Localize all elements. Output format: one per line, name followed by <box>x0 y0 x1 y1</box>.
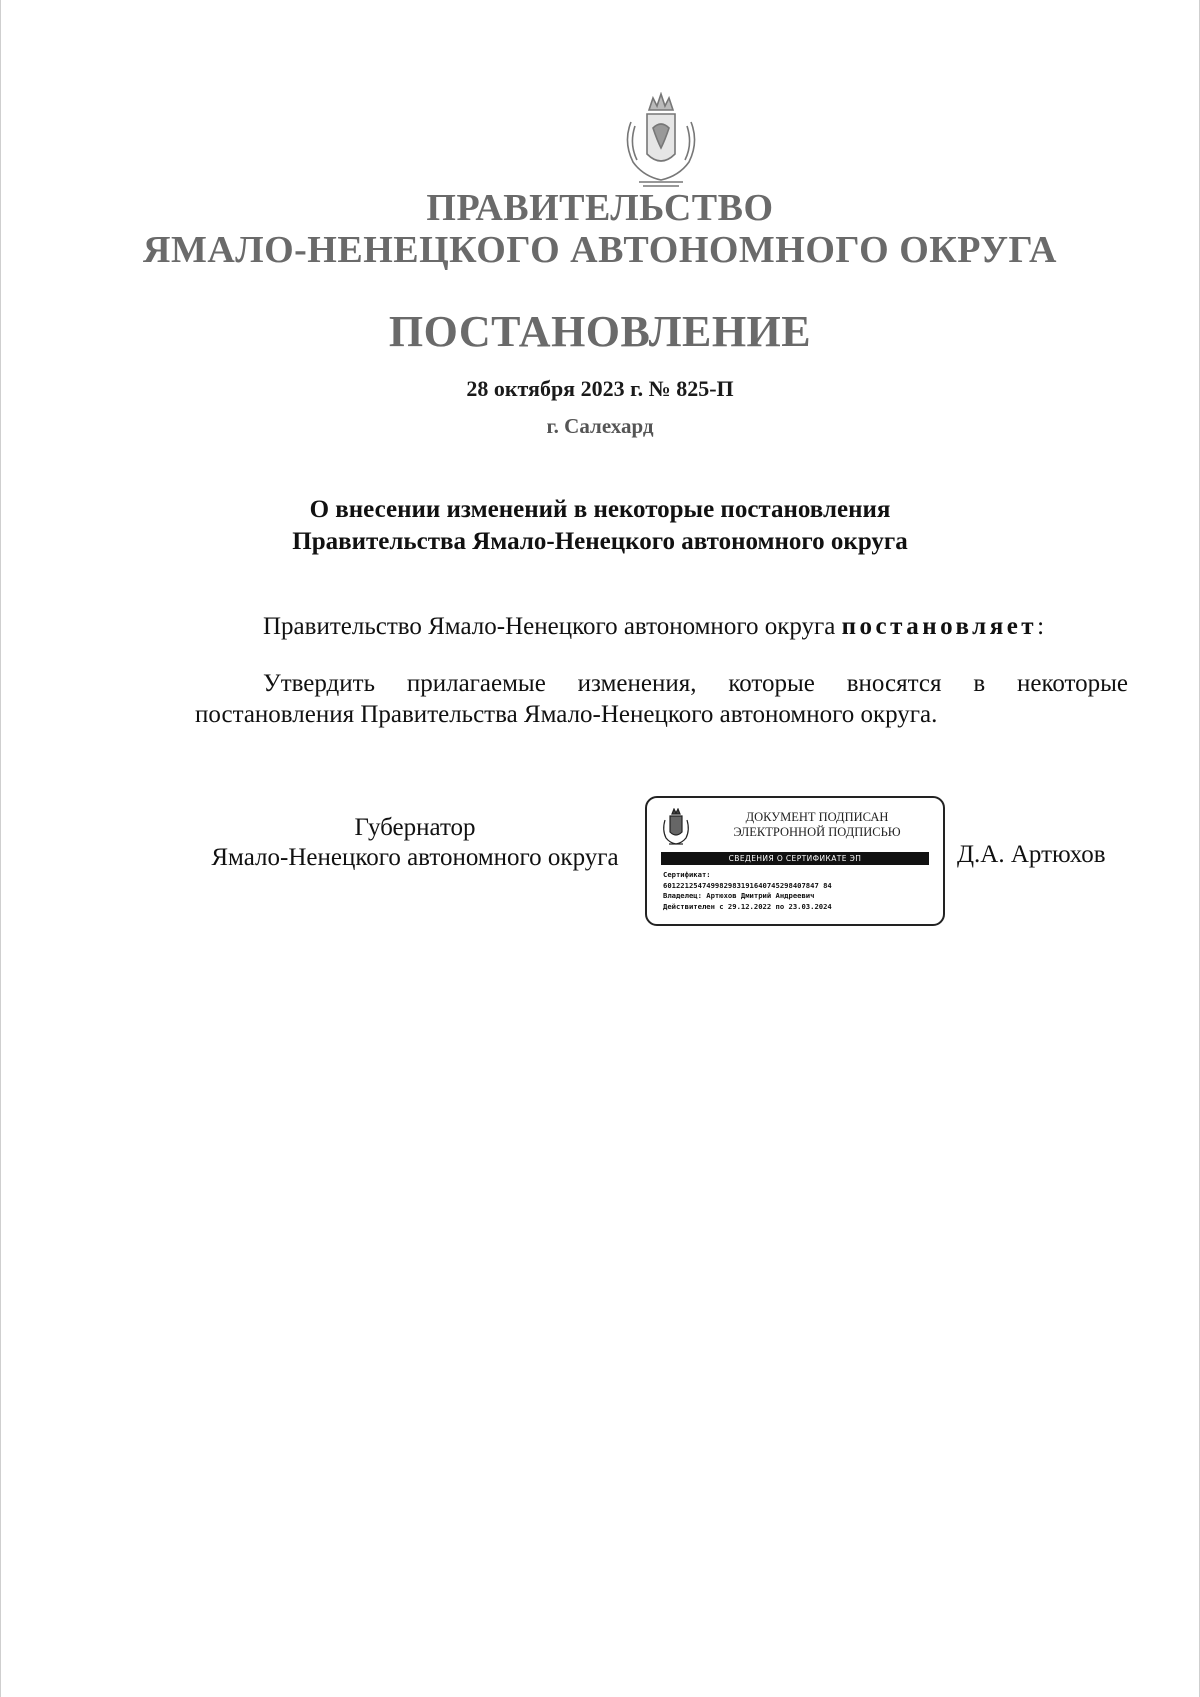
signatory-title <box>190 813 640 873</box>
document-city: г. Салехард <box>546 414 654 438</box>
signatory-name: Д.А. Артюхов <box>957 841 1106 868</box>
resolution-colon: : <box>1037 613 1045 640</box>
stamp-cert-label: Сертификат: <box>663 870 711 879</box>
signatory-title-line2: Ямало-Ненецкого автономного округа <box>211 844 619 871</box>
resolution-paragraph <box>195 611 1128 642</box>
stamp-cert-number: 601221254749982983191640745298407847 84 <box>663 880 832 890</box>
stamp-validity: Действителен с 29.12.2022 по 23.03.2024 <box>663 901 832 911</box>
stamp-heading-line2: ЭЛЕКТРОННОЙ ПОДПИСЬЮ <box>733 825 901 839</box>
subject-line1: О внесении изменений в некоторые постановления <box>309 496 891 523</box>
stamp-certificate-info <box>663 870 943 912</box>
org-name-line1: ПРАВИТЕЛЬСТВО <box>426 187 774 229</box>
resolution-keyword: постановляет <box>841 613 1038 640</box>
stamp-heading <box>699 810 935 840</box>
resolution-text: Правительство Ямало-Ненецкого автономного округа <box>263 613 842 640</box>
stamp-coat-of-arms-icon <box>661 808 691 846</box>
subject-line2: Правительства Ямало-Ненецкого автономного округа <box>292 528 908 555</box>
electronic-signature-stamp <box>645 796 945 926</box>
stamp-heading-line1: ДОКУМЕНТ ПОДПИСАН <box>745 810 889 824</box>
signatory-title-line1: Губернатор <box>354 814 476 841</box>
stamp-certificate-bar: СВЕДЕНИЯ О СЕРТИФИКАТЕ ЭП <box>661 852 929 865</box>
document-subject <box>0 494 1200 558</box>
approval-paragraph: Утвердить прилагаемые изменения, которые вносятся в некоторые постановления Правительства Ямало-Ненецкого автономного округа. <box>195 670 1128 728</box>
org-name-line2: ЯМАЛО-НЕНЕЦКОГО АВТОНОМНОГО ОКРУГА <box>143 229 1057 271</box>
coat-of-arms-emblem <box>619 92 703 188</box>
stamp-owner: Владелец: Артюхов Дмитрий Андреевич <box>663 891 815 900</box>
document-type-title: ПОСТАНОВЛЕНИЕ <box>388 307 812 356</box>
document-date-number: 28 октября 2023 г. № 825-П <box>466 376 734 401</box>
